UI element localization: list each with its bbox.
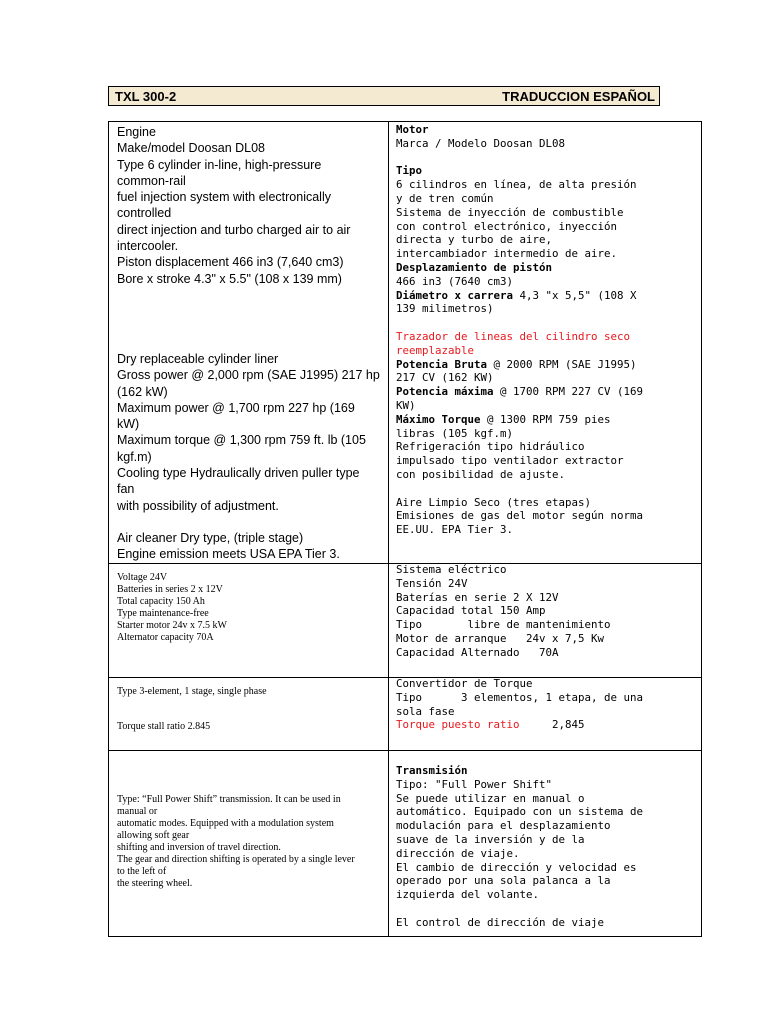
- text-line: Aire Limpio Seco (tres etapas): [396, 495, 592, 509]
- text-line: intercambiador intermedio de aire.: [396, 247, 618, 261]
- electrical-spanish: [396, 563, 696, 660]
- text-line: @ 1700 RPM 227 CV (169: [493, 385, 644, 399]
- text-line: Starter motor 24v x 7.5 kW: [117, 620, 227, 631]
- text-line: allowing soft gear: [117, 830, 190, 841]
- text-line: 6 cilindros en línea, de alta presión: [396, 178, 637, 192]
- text-line: Motor de arranque 24v x 7,5 Kw: [396, 631, 605, 645]
- text-line: Gross power @ 2,000 rpm (SAE J1995) 217 hp: [117, 368, 380, 383]
- translation-title: TRADUCCION ESPAÑOL: [502, 89, 655, 104]
- text-line: the steering wheel.: [117, 878, 193, 889]
- text-line: Refrigeración tipo hidráulico: [396, 440, 585, 454]
- text-line: dirección de viaje.: [396, 846, 520, 860]
- text-line: con posibilidad de ajuste.: [396, 467, 566, 481]
- torque-spanish: [396, 677, 696, 732]
- text-line: Torque stall ratio 2.845: [117, 721, 211, 732]
- section-title: Convertidor de Torque: [396, 677, 533, 690]
- model-title: TXL 300-2: [115, 89, 177, 104]
- electrical-english: [117, 572, 385, 644]
- engine-english: [117, 124, 385, 287]
- text-line: Tipo libre de mantenimiento: [396, 618, 611, 632]
- highlight-text: Trazador de lineas del cilindro seco: [396, 329, 631, 343]
- text-line: KW): [396, 398, 416, 412]
- text-line: Sistema de inyección de combustible: [396, 205, 624, 219]
- text-line: Bore x stroke 4.3" x 5.5" (108 x 139 mm): [117, 271, 342, 286]
- text-line: 217 CV (162 KW): [396, 371, 494, 385]
- text-line: Marca / Modelo Doosan DL08: [396, 136, 566, 150]
- text-line: fan: [117, 482, 135, 497]
- transmission-english: [117, 794, 385, 890]
- engine-spanish: [396, 123, 696, 537]
- text-line: Maximum power @ 1,700 rpm 227 hp (169: [117, 400, 355, 415]
- text-line: libras (105 kgf.m): [396, 426, 514, 440]
- text-line: suave de la inversión y de la: [396, 832, 585, 846]
- text-line: @ 2000 RPM (SAE J1995): [487, 357, 637, 371]
- text-line: intercooler.: [117, 239, 179, 254]
- label: Potencia máxima: [396, 385, 494, 399]
- text-line: The gear and direction shifting is operated by a single lever: [117, 854, 355, 865]
- text-line: izquierda del volante.: [396, 888, 540, 902]
- text-line: fuel injection system with electronically: [117, 190, 331, 205]
- text-line: Voltage 24V: [117, 572, 168, 583]
- torque-english-ratio: [117, 721, 385, 733]
- text-line: Capacidad total 150 Amp: [396, 604, 546, 618]
- text-line: Make/model Doosan DL08: [117, 141, 265, 156]
- text-line: common-rail: [117, 173, 186, 188]
- text-line: Baterías en serie 2 X 12V: [396, 590, 559, 604]
- text-line: directa y turbo de aire,: [396, 233, 553, 247]
- text-line: El control de dirección de viaje: [396, 915, 605, 929]
- engine-english-air: [117, 530, 385, 563]
- text-line: operado por una sola palanca a la: [396, 874, 611, 888]
- text-line: Engine emission meets USA EPA Tier 3.: [117, 547, 340, 562]
- text-line: Air cleaner Dry type, (triple stage): [117, 531, 304, 545]
- text-line: con control electrónico, inyección: [396, 219, 618, 233]
- label: Potencia Bruta: [396, 357, 488, 371]
- text-line: kgf.m): [117, 449, 152, 464]
- label: Tipo: [396, 164, 423, 178]
- text-line: Total capacity 150 Ah: [117, 596, 205, 607]
- text-line: Maximum torque @ 1,300 rpm 759 ft. lb (105: [117, 433, 366, 448]
- transmission-spanish: [396, 764, 696, 930]
- text-line: shifting and inversion of travel direction.: [117, 842, 281, 853]
- text-line: 4,3 "x 5,5" (108 X: [513, 288, 637, 302]
- text-line: Emisiones de gas del motor según norma: [396, 509, 644, 523]
- text-line: manual or: [117, 806, 158, 817]
- text-line: 2,845: [519, 718, 585, 732]
- engine-english-specs: [117, 351, 385, 514]
- text-line: Tipo 3 elementos, 1 etapa, de una: [396, 690, 644, 704]
- text-line: Type 3-element, 1 stage, single phase: [117, 686, 267, 697]
- text-line: modulación para el desplazamiento: [396, 819, 611, 833]
- text-line: (162 kW): [117, 384, 168, 399]
- highlight-text: reemplazable: [396, 343, 475, 357]
- text-line: Tipo: "Full Power Shift": [396, 777, 553, 791]
- text-line: Capacidad Alternado 70A: [396, 645, 559, 659]
- text-line: 466 in3 (7640 cm3): [396, 274, 514, 288]
- text-line: Type maintenance-free: [117, 608, 209, 619]
- label: Máximo Torque: [396, 412, 481, 426]
- section-title: Motor: [396, 123, 429, 136]
- text-line: to the left of: [117, 866, 167, 877]
- text-line: Type 6 cylinder in-line, high-pressure: [117, 157, 322, 172]
- text-line: Batteries in series 2 x 12V: [117, 584, 223, 595]
- highlight-text: Torque puesto ratio: [396, 718, 520, 732]
- document-header: [108, 86, 660, 106]
- text-line: El cambio de dirección y velocidad es: [396, 860, 637, 874]
- text-line: controlled: [117, 206, 172, 221]
- text-line: Piston displacement 466 in3 (7,640 cm3): [117, 255, 344, 270]
- text-line: EE.UU. EPA Tier 3.: [396, 523, 514, 537]
- text-line: with possibility of adjustment.: [117, 498, 279, 513]
- text-line: automático. Equipado con un sistema de: [396, 805, 644, 819]
- column-divider: [388, 122, 389, 936]
- text-line: Tensión 24V: [396, 576, 468, 590]
- text-line: sola fase: [396, 704, 455, 718]
- text-line: Se puede utilizar en manual o: [396, 791, 585, 805]
- torque-english-type: [117, 686, 385, 698]
- section-title: Sistema eléctrico: [396, 563, 507, 576]
- section-title: Transmisión: [396, 764, 468, 777]
- text-line: Cooling type Hydraulically driven puller type: [117, 466, 360, 481]
- spec-table: [108, 121, 702, 937]
- text-line: 139 milimetros): [396, 302, 494, 316]
- text-line: Alternator capacity 70A: [117, 632, 214, 643]
- text-line: Engine: [117, 125, 156, 139]
- label: Diámetro x carrera: [396, 288, 514, 302]
- text-line: impulsado tipo ventilador extractor: [396, 454, 624, 468]
- text-line: y de tren común: [396, 191, 494, 205]
- row-divider: [109, 750, 701, 751]
- text-line: @ 1300 RPM 759 pies: [480, 412, 611, 426]
- text-line: direct injection and turbo charged air to air: [117, 222, 351, 237]
- label: Desplazamiento de pistón: [396, 260, 553, 274]
- text-line: Dry replaceable cylinder liner: [117, 352, 279, 366]
- text-line: Type: “Full Power Shift” transmission. It can be used in: [117, 794, 341, 805]
- text-line: kW): [117, 417, 140, 432]
- text-line: automatic modes. Equipped with a modulation system: [117, 818, 334, 829]
